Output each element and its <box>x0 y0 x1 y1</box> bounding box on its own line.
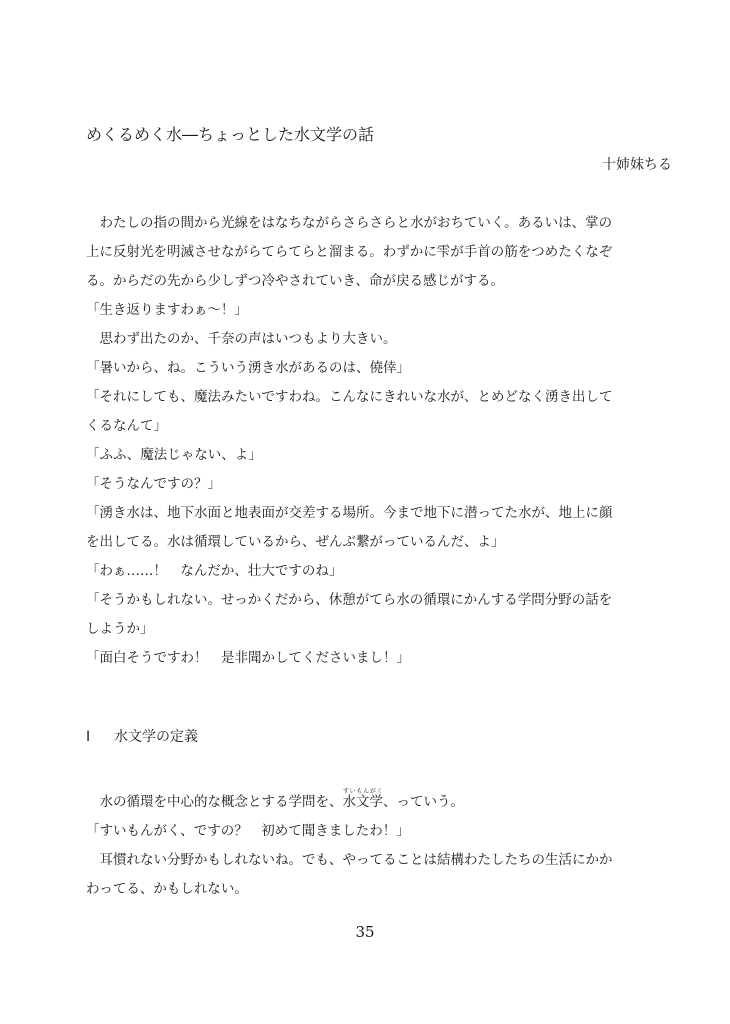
ruby-reading: すいもんがく <box>342 788 383 795</box>
body-line: わってる、かもしれない。 <box>86 881 248 897</box>
dialogue-line: を出してる。水は循環しているから、ぜんぶ繋がっているんだ、よ」 <box>86 534 505 550</box>
body-line: わたしの指の間から光線をはなちながらさらさらと水がおちていく。あるいは、掌の <box>86 215 613 231</box>
body-line <box>86 788 676 817</box>
section-number: Ⅰ <box>86 729 91 745</box>
dialogue-line: しようか」 <box>86 621 154 637</box>
section-one-body <box>86 209 676 673</box>
body-text-segment: 水の循環を中心的な概念とする学問を、 <box>86 794 343 810</box>
section-title: 水文学の定義 <box>114 729 198 745</box>
dialogue-line: 「ふふ、魔法じゃない、よ」 <box>86 447 262 463</box>
dialogue-line: くるなんて」 <box>86 418 167 434</box>
dialogue-line: 「暑いから、ね。こういう湧き水があるのは、僥倖」 <box>86 360 410 376</box>
page-number: 35 <box>355 923 375 941</box>
dialogue-line: 「そうなんですの？」 <box>86 476 221 492</box>
dialogue-line: 「すいもんがく、ですの？ 初めて聞きましたわ！」 <box>86 823 410 839</box>
dialogue-line: 「そうかもしれない。せっかくだから、休憩がてら水の循環にかんする学問分野の話を <box>86 592 613 608</box>
dialogue-line: 「生き返りますわぁ～！」 <box>86 302 248 318</box>
dialogue-line: 「面白そうですわ！ 是非聞かしてくださいまし！」 <box>86 650 410 666</box>
dialogue-line: 「湧き水は、地下水面と地表面が交差する場所。今まで地下に潜ってた水が、地上に顔 <box>86 505 613 521</box>
dialogue-line: 「わぁ……！ なんだか、壮大ですのね」 <box>86 563 343 579</box>
body-line: 上に反射光を明滅させながらてらてらと溜まる。わずかに雫が手首の筋をつめたくなぞ <box>86 244 613 260</box>
body-line: 思わず出たのか、千奈の声はいつもより大きい。 <box>86 331 397 347</box>
section-two-body <box>86 788 676 904</box>
body-text-segment: 、っていう。 <box>383 794 464 810</box>
section-heading <box>86 726 198 748</box>
ruby-term <box>342 788 384 810</box>
body-line: 耳慣れない分野かもしれないね。でも、やってることは結構わたしたちの生活にかか <box>86 852 613 868</box>
dialogue-line: 「それにしても、魔法みたいですわね。こんなにきれいな水が、とめどなく湧き出して <box>86 389 613 405</box>
author-name: 十姉妹ちる <box>602 157 672 173</box>
ruby-base: 水文学 <box>342 794 383 810</box>
article-title: めくるめく水―ちょっとした水文学の話 <box>86 125 375 144</box>
body-line: る。からだの先から少しずつ冷やされていき、命が戻る感じがする。 <box>86 273 504 289</box>
